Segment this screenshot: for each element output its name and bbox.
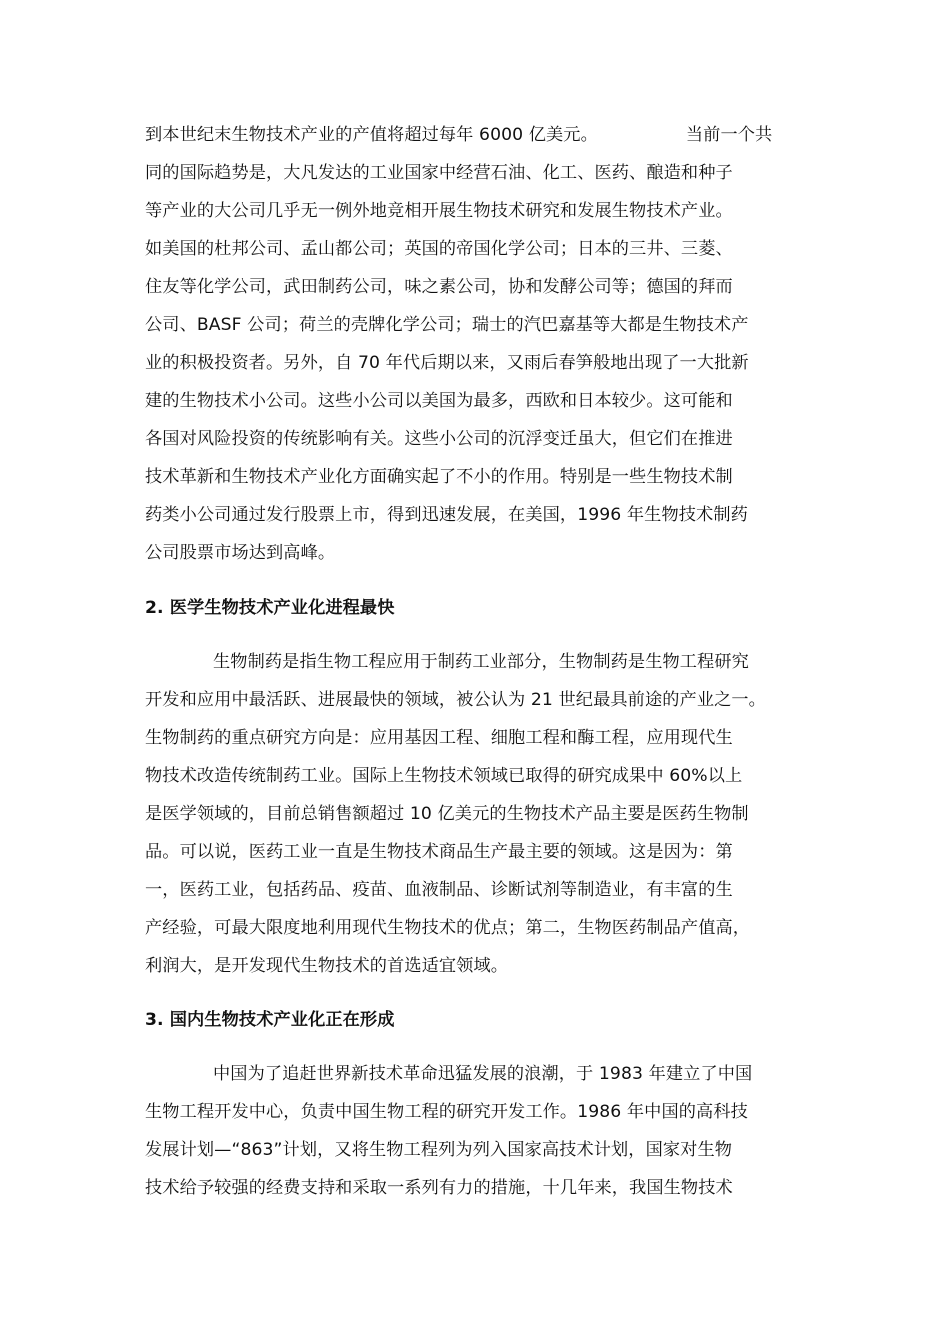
paragraph-line: 发展计划—“863”计划，又将生物工程列为列入国家高技术计划，国家对生物 (145, 1140, 733, 1160)
paragraph-line: 如美国的杜邦公司、孟山都公司；英国的帝国化学公司；日本的三井、三菱、 (145, 239, 733, 259)
paragraph-line: 生物工程开发中心，负责中国生物工程的研究开发工作。1986 年中国的高科技 (145, 1102, 748, 1122)
text-run: 当前一个共 (685, 125, 773, 145)
paragraph-line: 药类小公司通过发行股票上市，得到迅速发展，在美国，1996 年生物技术制药 (145, 505, 748, 525)
paragraph-line: 一，医药工业，包括药品、疫苗、血液制品、诊断试剂等制造业，有丰富的生 (145, 880, 733, 900)
text-run: 到本世纪末生物技术产业的产值将超过每年 6000 亿美元。 (145, 125, 598, 145)
paragraph-line: 技术给予较强的经费支持和采取一系列有力的措施，十几年来，我国生物技术 (145, 1178, 733, 1198)
paragraph-line: 是医学领域的，目前总销售额超过 10 亿美元的生物技术产品主要是医药生物制 (145, 804, 749, 824)
paragraph-line: 中国为了追赶世界新技术革命迅猛发展的浪潮，于 1983 年建立了中国 (213, 1064, 753, 1084)
paragraph-line: 同的国际趋势是，大凡发达的工业国家中经营石油、化工、医药、酿造和种子 (145, 163, 733, 183)
paragraph-line: 住友等化学公司，武田制药公司，味之素公司，协和发酵公司等；德国的拜而 (145, 277, 733, 297)
paragraph-line: 公司、BASF 公司；荷兰的壳牌化学公司；瑞士的汽巴嘉基等大都是生物技术产 (145, 315, 749, 335)
paragraph-line: 利润大，是开发现代生物技术的首选适宜领域。 (145, 956, 509, 976)
paragraph-line: 建的生物技术小公司。这些小公司以美国为最多，西欧和日本较少。这可能和 (145, 391, 733, 411)
paragraph-line: 等产业的大公司几乎无一例外地竞相开展生物技术研究和发展生物技术产业。 (145, 201, 733, 221)
paragraph-line: 技术革新和生物技术产业化方面确实起了不小的作用。特别是一些生物技术制 (145, 467, 733, 487)
paragraph-line: 产经验，可最大限度地利用现代生物技术的优点；第二，生物医药制品产值高， (145, 918, 751, 938)
paragraph-line: 物技术改造传统制药工业。国际上生物技术领域已取得的研究成果中 60%以上 (145, 766, 743, 786)
paragraph-line: 品。可以说，医药工业一直是生物技术商品生产最主要的领域。这是因为：第 (145, 842, 733, 862)
paragraph-line: 生物制药是指生物工程应用于制药工业部分，生物制药是生物工程研究 (213, 652, 749, 672)
paragraph-line: 公司股票市场达到高峰。 (145, 543, 336, 563)
section-heading: 2. 医学生物技术产业化进程最快 (145, 598, 395, 618)
paragraph-line: 开发和应用中最活跃、进展最快的领域，被公认为 21 世纪最具前途的产业之一。 (145, 690, 766, 710)
paragraph-line (145, 123, 772, 147)
paragraph-line: 生物制药的重点研究方向是：应用基因工程、细胞工程和酶工程，应用现代生 (145, 728, 733, 748)
paragraph-line: 业的积极投资者。另外，自 70 年代后期以来，又雨后春笋般地出现了一大批新 (145, 353, 749, 373)
paragraph-line: 各国对风险投资的传统影响有关。这些小公司的沉浮变迁虽大，但它们在推进 (145, 429, 733, 449)
section-heading: 3. 国内生物技术产业化正在形成 (145, 1010, 395, 1030)
